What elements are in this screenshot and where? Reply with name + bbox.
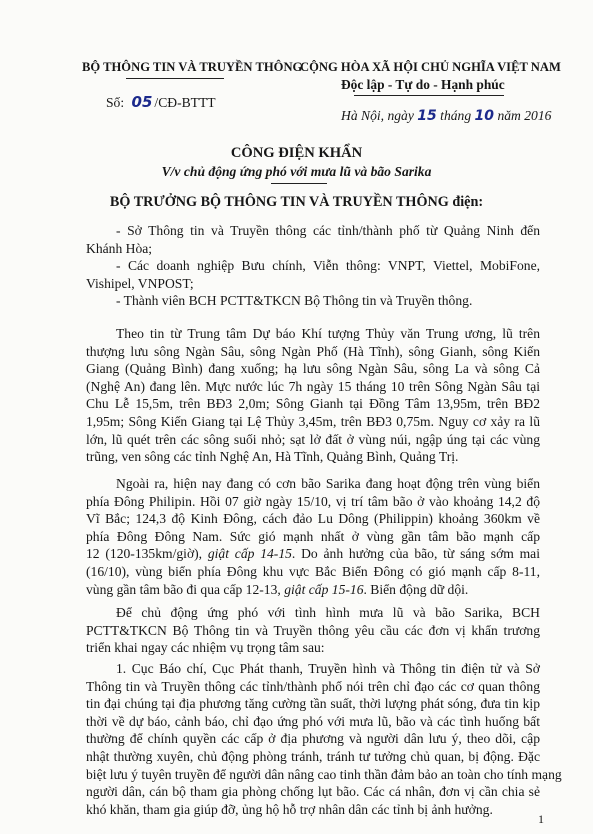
paragraph-directive bbox=[86, 604, 540, 657]
sender-line: BỘ TRƯỞNG BỘ THÔNG TIN VÀ TRUYỀN THÔNG điện: bbox=[109, 194, 484, 210]
paragraph-line: trũng, ven sông các tỉnh Nghệ An, Hà Tĩnh, Quảng Bình, Quảng Trị. bbox=[86, 449, 459, 465]
paragraph-task-1 bbox=[86, 660, 562, 818]
paragraph-line: Vĩ Bắc; 124,3 độ Kinh Đông, cách đảo Lu Dông (Philippin) khoảng 360km về bbox=[86, 511, 540, 527]
date-day-handwritten: 15 bbox=[417, 108, 437, 124]
paragraph-line: thời về dự báo, cảnh báo, chỉ đạo ứng phó với mưa lũ, bão và các tình huống bất bbox=[86, 713, 540, 729]
paragraph-line: 1,95m; Sông Kiến Giang tại Lệ Thủy 3,45m, trên BĐ3 0,75m. Nguy cơ xảy ra lũ bbox=[86, 413, 540, 429]
document-date bbox=[341, 108, 551, 124]
recipient-item bbox=[86, 257, 540, 292]
paragraph-line: khó khăn, tham gia giúp đỡ, ủng hộ hỗ trợ nhân dân các tỉnh bị ảnh hưởng. bbox=[86, 801, 493, 817]
recipient-line: Vishipel, VNPOST; bbox=[86, 275, 194, 291]
paragraph-line: Ngoài ra, hiện nay đang có cơn bão Sarika đang hoạt động trên vùng biển bbox=[116, 476, 540, 491]
paragraph-line: PCTT&TKCN Bộ Thông tin và Truyền thông yêu cầu các đơn vị khẩn trương bbox=[86, 622, 540, 638]
recipient-item bbox=[86, 292, 540, 310]
motto-underline bbox=[354, 95, 504, 96]
motto: Độc lập - Tự do - Hạnh phúc bbox=[341, 77, 505, 92]
paragraph-storm-info bbox=[86, 475, 540, 598]
ministry-underline bbox=[126, 78, 224, 79]
paragraph-line: lớn, lũ quét trên các sông suối nhỏ; sạt lở đất ở vùng núi, ngập úng tại các vùng bbox=[86, 431, 540, 447]
document-subject: V/v chủ động ứng phó với mưa lũ và bão Sarika bbox=[161, 164, 432, 179]
ministry-name: BỘ THÔNG TIN VÀ TRUYỀN THÔNG bbox=[82, 60, 303, 74]
date-month-label: tháng bbox=[440, 108, 472, 123]
date-month-handwritten: 10 bbox=[474, 108, 495, 124]
paragraph-line: vùng gần tâm bão đi qua cấp 12-13, giật cấp 15-16. Biển động dữ dội. bbox=[86, 581, 469, 597]
paragraph-line: thượng lưu sông Ngàn Sâu, sông Ngàn Phố (Hà Tĩnh), sông Gianh, sông Kiến bbox=[86, 343, 540, 359]
paragraph-line: thường để chính quyền các cấp ở địa phương và người dân lưu ý, theo dõi, cập bbox=[86, 731, 540, 747]
gust-emphasis: giật cấp 14-15 bbox=[207, 546, 292, 562]
paragraph-line: (16/10), vùng biển phía Đông khu vực Bắc Biển Đông có gió mạnh cấp 8-11, bbox=[86, 563, 540, 579]
recipient-line: Khánh Hòa; bbox=[86, 240, 153, 256]
paragraph-line: biệt lưu ý tuyên truyền để người dân nâng cao tinh thần đảm bảo an toàn cho tính mạng bbox=[86, 766, 562, 782]
recipient-line: - Sở Thông tin và Truyền thông các tỉnh/thành phố từ Quảng Ninh đến bbox=[116, 223, 540, 238]
paragraph-line: 12 (120-135km/giờ), giật cấp 14-15. Do ảnh hưởng của bão, từ sáng sớm mai bbox=[86, 546, 540, 562]
gust-emphasis: giật cấp 15-16 bbox=[284, 581, 364, 597]
paragraph-line: phía Đông Đông Nam. Sức gió mạnh nhất ở vùng gần tâm bão mạnh cấp bbox=[86, 528, 540, 544]
paragraph-line: phía Đông Philipin. Hồi 07 giờ ngày 15/10, vị trí tâm bão ở vào khoảng 14,2 độ bbox=[86, 493, 540, 509]
paragraph-line: triển khai ngay các nhiệm vụ trọng tâm sau: bbox=[86, 640, 325, 656]
recipient-item bbox=[86, 222, 540, 257]
paragraph-line: nhật thường xuyên, chủ động phòng tránh, tránh tư tưởng chủ quan, bị động. Đặc bbox=[86, 748, 540, 764]
paragraph-line: Để chủ động ứng phó với tình hình mưa lũ và bão Sarika, BCH bbox=[116, 605, 540, 620]
number-suffix: /CĐ-BTTT bbox=[154, 95, 216, 110]
number-label: Số: bbox=[106, 95, 125, 110]
date-prefix: Hà Nội, ngày bbox=[341, 108, 414, 123]
paragraph-line: tin đại chúng tại địa phương tăng cường tần suất, thời lượng phát sóng, đưa tin kịp bbox=[86, 696, 540, 712]
date-year: năm 2016 bbox=[497, 108, 552, 123]
paragraph-line: (Nghệ An) đang lên. Mực nước lúc 7h ngày 15 tháng 10 trên Sông Ngàn Sâu tại bbox=[86, 378, 540, 394]
page-number: 1 bbox=[538, 812, 544, 826]
document-title: CÔNG ĐIỆN KHẨN bbox=[230, 145, 363, 161]
paragraph-line: 1. Cục Báo chí, Cục Phát thanh, Truyền hình và Thông tin điện tử và Sở bbox=[116, 661, 540, 676]
paragraph-line: Giang (Quảng Bình) đang xuống; hạ lưu sông Ngàn Sâu, sông La và sông Cả bbox=[86, 361, 540, 377]
recipient-list bbox=[86, 222, 540, 310]
subject-underline bbox=[271, 183, 327, 184]
country-name: CỘNG HÒA XÃ HỘI CHỦ NGHĨA VIỆT NAM bbox=[300, 60, 561, 74]
paragraph-line: người dân, cán bộ tham gia phòng chống lụt bão. Các cá nhân, đơn vị cần chia sẻ bbox=[86, 784, 540, 800]
paragraph-flood-info bbox=[86, 325, 540, 466]
number-handwritten: 05 bbox=[131, 93, 153, 111]
recipient-line: - Các doanh nghiệp Bưu chính, Viễn thông: VNPT, Viettel, MobiFone, bbox=[116, 258, 540, 274]
recipient-line: - Thành viên BCH PCTT&TKCN Bộ Thông tin và Truyền thông. bbox=[116, 293, 473, 309]
paragraph-line: Thông tin và Truyền thông các tỉnh/thành phố nói trên chỉ đạo các cơ quan thông bbox=[86, 678, 540, 694]
document-number bbox=[106, 93, 216, 111]
paragraph-line: Theo tin từ Trung tâm Dự báo Khí tượng Thủy văn Trung ương, lũ trên bbox=[116, 326, 540, 341]
paragraph-line: Chu Lễ 15,5m, trên BĐ3 2,0m; Sông Gianh tại Đồng Tâm 13,95m, trên BĐ2 bbox=[86, 396, 540, 412]
